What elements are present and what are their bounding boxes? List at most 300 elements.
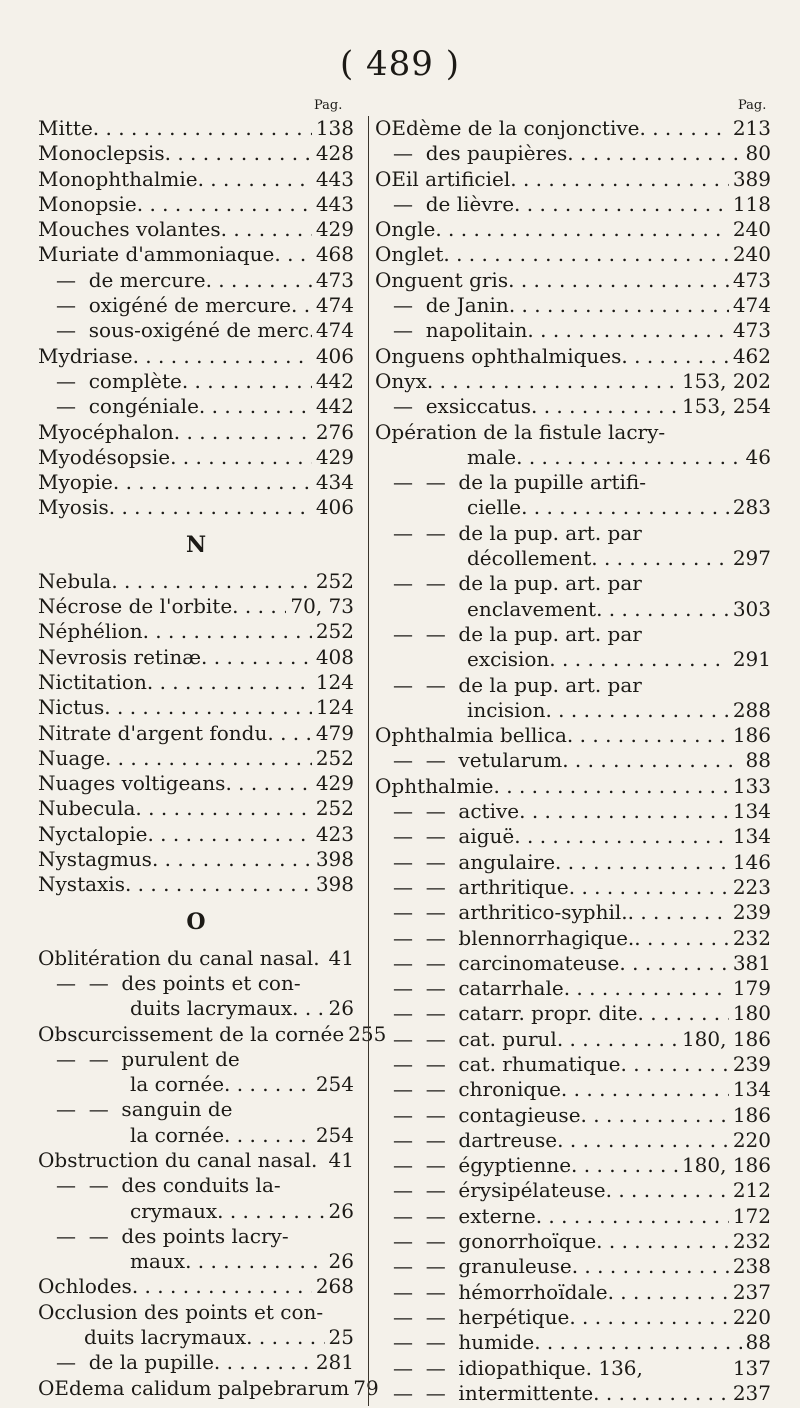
index-column-left: [38, 116, 387, 1401]
leader-dots: [199, 394, 312, 419]
index-entry: [38, 470, 354, 495]
index-column-right: [368, 116, 771, 1406]
entry-term: — — arthritico-syphil.: [393, 900, 628, 925]
entry-page-number: 239: [732, 1051, 771, 1076]
index-entry: [375, 1052, 771, 1077]
index-entry: [375, 369, 771, 394]
index-entry: [38, 1224, 354, 1249]
leader-dots: [567, 723, 729, 748]
entry-page-number: 254: [315, 1072, 354, 1097]
entry-page-number: 26: [328, 1249, 354, 1274]
entry-page-number: 423: [315, 821, 354, 846]
leader-dots: [214, 1350, 312, 1375]
entry-page-number: 146: [732, 849, 771, 874]
leader-dots: [591, 546, 729, 571]
leader-dots: [185, 1249, 324, 1274]
entry-term: — — herpétique: [393, 1304, 570, 1329]
entry-page-number: 406: [315, 495, 354, 520]
entry-page-number: 468: [315, 242, 354, 267]
leader-dots: [224, 1072, 312, 1097]
entry-page-number: 281: [315, 1350, 354, 1375]
index-entry: [38, 796, 354, 821]
index-entry: [375, 217, 771, 242]
leader-dots: [494, 774, 729, 799]
entry-term: Nictus: [38, 695, 105, 720]
index-entry: [38, 1274, 354, 1299]
entry-term: — — granuleuse: [393, 1254, 572, 1279]
index-entry: [375, 597, 771, 622]
leader-dots: [198, 167, 312, 192]
entry-term: Onglet: [375, 242, 444, 267]
leader-dots: [427, 369, 678, 394]
entry-page-number: 124: [315, 695, 354, 720]
entry-term: — — hémorrhoïdale: [393, 1279, 608, 1304]
entry-term: Oblitération du canal nasal: [38, 945, 314, 970]
entry-term: — des paupières: [393, 141, 568, 166]
entry-term: Ophthalmie: [375, 773, 494, 798]
entry-term: — — contagieuse: [393, 1102, 581, 1127]
entry-page-number: 220: [732, 1304, 771, 1329]
entry-page-number: 25: [328, 1325, 354, 1350]
index-entry: [375, 774, 771, 799]
leader-dots: [531, 394, 678, 419]
entry-page-number: 429: [315, 217, 354, 242]
leader-dots: [246, 1325, 324, 1350]
entry-page-number: 88: [745, 748, 771, 773]
entry-page-number: 429: [315, 444, 354, 469]
entry-page-number: 180, 186: [681, 1026, 771, 1051]
index-entry: [375, 1204, 771, 1229]
index-entry: [375, 900, 771, 925]
index-entry: [38, 192, 354, 217]
entry-term: incision: [467, 697, 546, 722]
entry-page-number: 474: [315, 318, 354, 343]
index-entry: [38, 116, 354, 141]
leader-dots: [557, 1128, 729, 1153]
leader-dots: [545, 698, 728, 723]
entry-page-number: 213: [732, 116, 771, 140]
entry-term: duits lacrymaux: [130, 996, 293, 1021]
entry-page-number: 137: [732, 1355, 771, 1380]
leader-dots: [555, 850, 729, 875]
entry-page-number: 252: [315, 619, 354, 644]
index-entry: [38, 141, 354, 166]
entry-term: Nuages voltigeans: [38, 771, 226, 796]
leader-dots: [109, 495, 312, 520]
leader-dots: [519, 799, 729, 824]
entry-term: — — chronique: [393, 1077, 561, 1102]
leader-dots: [521, 495, 729, 520]
entry-page-number: 180, 186: [681, 1153, 771, 1178]
leader-dots: [225, 771, 311, 796]
index-entry: [375, 1178, 771, 1203]
entry-term: — — catarrhale: [393, 976, 564, 1001]
leader-dots: [443, 242, 728, 267]
entry-term: — de la pupille: [56, 1350, 214, 1375]
index-entry: [375, 976, 771, 1001]
leader-dots: [113, 470, 312, 495]
leader-dots: [152, 847, 312, 872]
index-entry: [375, 192, 771, 217]
entry-page-number: 232: [732, 1229, 771, 1254]
entry-page-number: 398: [315, 872, 354, 897]
index-entry: [375, 470, 771, 495]
entry-page-number: 26: [328, 1198, 354, 1223]
leader-dots: [569, 875, 729, 900]
entry-term: Myosis: [38, 495, 109, 520]
entry-term: Nécrose de l'orbite: [38, 594, 233, 619]
leader-dots: [104, 695, 312, 720]
entry-term: Mouches volantes: [38, 217, 221, 242]
index-entry: [38, 695, 354, 720]
index-entry: [375, 420, 771, 445]
entry-term: décollement: [467, 546, 592, 571]
index-entry: [375, 1077, 771, 1102]
entry-term: — napolitain: [393, 318, 528, 343]
index-entry: [38, 369, 354, 394]
entry-term: Myopie: [38, 470, 113, 495]
leader-dots: [232, 594, 286, 619]
entry-term: cielle: [467, 495, 522, 520]
entry-term: Nitrate d'argent fondu: [38, 720, 268, 745]
entry-page-number: 389: [732, 166, 771, 191]
entry-page-number: 80: [745, 141, 771, 166]
entry-term: Ophthalmia bellica: [375, 723, 567, 748]
entry-page-number: 473: [315, 267, 354, 292]
entry-page-number: 428: [315, 141, 354, 166]
leader-dots: [137, 192, 312, 217]
leader-dots: [274, 242, 311, 267]
index-entry: [38, 217, 354, 242]
entry-term: — — humide: [393, 1330, 535, 1355]
index-entry: [375, 1254, 771, 1279]
entry-term: duits lacrymaux: [84, 1325, 247, 1350]
entry-page-number: 291: [732, 647, 771, 672]
entry-page-number: 212: [732, 1178, 771, 1203]
leader-dots: [93, 116, 312, 141]
index-entry: [38, 167, 354, 192]
entry-term: — — cat. purul: [393, 1026, 557, 1051]
entry-term: Monoclepsis: [38, 141, 165, 166]
index-entry: [375, 622, 771, 647]
entry-page-number: 186: [732, 1102, 771, 1127]
entry-term: Mitte: [38, 116, 93, 140]
entry-term: Nystagmus: [38, 847, 152, 872]
index-entry: [38, 268, 354, 293]
entry-term: OEdema calidum palpebrarum: [38, 1375, 350, 1400]
section-letter: N: [185, 531, 207, 558]
entry-page-number: 283: [732, 495, 771, 520]
leader-dots: [620, 1052, 728, 1077]
entry-term: Mydriase: [38, 343, 133, 368]
entry-page-number: 237: [732, 1380, 771, 1405]
entry-term: — — idiopathique. 136,: [393, 1355, 643, 1380]
index-entry: [38, 1249, 354, 1274]
leader-dots: [619, 951, 728, 976]
page-number: ( 489 ): [339, 44, 461, 84]
index-entry: [375, 1153, 771, 1178]
index-entry: [375, 242, 771, 267]
entry-term: Muriate d'ammoniaque: [38, 242, 275, 267]
index-entry: [38, 1199, 354, 1224]
pag-label-right: Pag.: [738, 98, 767, 113]
index-entry: [38, 242, 354, 267]
index-entry: [38, 771, 354, 796]
index-entry: [375, 495, 771, 520]
leader-dots: [508, 268, 729, 293]
leader-dots: [133, 344, 312, 369]
entry-page-number: 408: [315, 644, 354, 669]
index-entry: [375, 850, 771, 875]
index-entry: [375, 1128, 771, 1153]
leader-dots: [639, 116, 728, 141]
leader-dots: [561, 1077, 729, 1102]
leader-dots: [201, 645, 312, 670]
leader-dots: [608, 1280, 729, 1305]
index-entry: [38, 971, 354, 996]
entry-term: — — de la pup. art. par: [393, 571, 642, 596]
entry-term: maux: [130, 1249, 186, 1274]
leader-dots: [569, 1305, 729, 1330]
index-entry: [38, 1375, 379, 1401]
entry-page-number: 474: [732, 293, 771, 318]
entry-term: — — des points lacry-: [56, 1223, 289, 1248]
leader-dots: [534, 1330, 741, 1355]
index-entry: [375, 1229, 771, 1254]
leader-dots: [606, 1178, 729, 1203]
index-entry: [375, 344, 771, 369]
entry-page-number: 406: [315, 343, 354, 368]
leader-dots: [564, 976, 729, 1001]
entry-page-number: 288: [732, 697, 771, 722]
entry-term: — — aiguë: [393, 824, 515, 849]
entry-page-number: 88: [745, 1330, 771, 1355]
index-entry: [38, 1123, 354, 1148]
leader-dots: [527, 318, 728, 343]
entry-term: — — des conduits la-: [56, 1173, 281, 1198]
entry-page-number: 153, 254: [681, 394, 771, 419]
leader-dots: [291, 293, 312, 318]
entry-page-number: 240: [732, 242, 771, 267]
index-entry: [38, 946, 354, 971]
entry-page-number: 134: [732, 799, 771, 824]
entry-page-number: 133: [732, 773, 771, 798]
section-letter: O: [186, 908, 206, 935]
leader-dots: [567, 141, 741, 166]
index-entry: [38, 594, 354, 619]
leader-dots: [224, 1123, 312, 1148]
leader-dots: [143, 619, 312, 644]
entry-page-number: 297: [732, 546, 771, 571]
leader-dots: [206, 268, 312, 293]
entry-term: Myodésopsie: [38, 444, 171, 469]
index-entry: [375, 1356, 771, 1381]
entry-page-number: 180: [732, 1001, 771, 1026]
entry-page-number: 240: [732, 217, 771, 242]
entry-page-number: 254: [315, 1122, 354, 1147]
entry-term: la cornée: [130, 1122, 225, 1147]
index-entry: [375, 141, 771, 166]
index-entry: [375, 926, 771, 951]
entry-term: Monophthalmie: [38, 166, 198, 191]
index-entry: [38, 746, 354, 771]
index-entry: [38, 293, 354, 318]
entry-term: — — de la pup. art. par: [393, 672, 642, 697]
entry-page-number: 443: [315, 166, 354, 191]
entry-term: Obstruction du canal nasal: [38, 1147, 311, 1172]
entry-term: — sous-oxigéné de merc: [56, 318, 309, 343]
leader-dots: [549, 647, 729, 672]
entry-term: excision: [467, 647, 550, 672]
entry-page-number: 134: [732, 1077, 771, 1102]
index-entry: [375, 571, 771, 596]
index-entry: [38, 1300, 354, 1325]
entry-page-number: 462: [732, 343, 771, 368]
leader-dots: [217, 1199, 324, 1224]
entry-term: Opération de la fistule lacry-: [375, 419, 666, 444]
index-entry: [375, 1305, 771, 1330]
index-entry: [375, 1330, 771, 1355]
entry-term: — oxigéné de mercure: [56, 293, 291, 318]
entry-page-number: 232: [732, 925, 771, 950]
entry-term: — de mercure: [56, 267, 206, 292]
index-entry: [375, 1280, 771, 1305]
entry-page-number: 124: [315, 669, 354, 694]
index-entry: [375, 445, 771, 470]
leader-dots: [311, 1148, 325, 1173]
entry-page-number: 479: [315, 720, 354, 745]
index-entry: [38, 996, 354, 1021]
entry-page-number: 138: [315, 116, 354, 140]
leader-dots: [596, 597, 729, 622]
entry-page-number: 442: [315, 368, 354, 393]
entry-page-number: 118: [732, 191, 771, 216]
entry-page-number: 252: [315, 745, 354, 770]
index-entry: [375, 167, 771, 192]
entry-page-number: 179: [732, 976, 771, 1001]
leader-dots: [516, 445, 741, 470]
index-entry: [375, 394, 771, 419]
index-entry: [375, 875, 771, 900]
entry-term: — — catarr. propr. dite: [393, 1001, 638, 1026]
leader-dots: [593, 1381, 729, 1406]
leader-dots: [313, 946, 324, 971]
index-entry: [375, 318, 771, 343]
entry-term: Ongle: [375, 217, 436, 242]
entry-page-number: 238: [732, 1254, 771, 1279]
entry-term: Onguent gris: [375, 267, 509, 292]
index-entry: [375, 1103, 771, 1128]
entry-term: Nevrosis retinæ: [38, 644, 202, 669]
entry-term: — congéniale: [56, 394, 199, 419]
entry-term: Nebula: [38, 568, 112, 593]
entry-page-number: 46: [745, 444, 771, 469]
entry-term: — — sanguin de: [56, 1097, 233, 1122]
entry-term: — — égyptienne: [393, 1153, 572, 1178]
index-entry: [38, 1097, 354, 1122]
leader-dots: [170, 445, 312, 470]
index-entry: [38, 495, 354, 520]
leader-dots: [435, 217, 729, 242]
entry-term: Onguens ophthalmiques: [375, 343, 622, 368]
entry-page-number: 134: [732, 824, 771, 849]
index-entry: [375, 673, 771, 698]
index-entry: [38, 872, 354, 897]
leader-dots: [638, 1001, 729, 1026]
leader-dots: [634, 926, 729, 951]
entry-term: — — blennorrhagique.: [393, 925, 635, 950]
index-entry: [38, 822, 354, 847]
entry-term: — — externe: [393, 1203, 536, 1228]
index-entry: [38, 1072, 354, 1097]
entry-page-number: 220: [732, 1127, 771, 1152]
index-entry: [38, 721, 354, 746]
index-entry: [375, 1381, 771, 1406]
leader-dots: [125, 872, 312, 897]
leader-dots: [536, 1204, 729, 1229]
entry-term: — — active: [393, 799, 520, 824]
index-entry: [375, 1027, 771, 1052]
entry-page-number: 443: [315, 191, 354, 216]
entry-term: OEil artificiel: [375, 166, 511, 191]
entry-term: — — érysipélateuse: [393, 1178, 606, 1203]
index-entry: [375, 116, 771, 141]
entry-page-number: 41: [328, 1147, 354, 1172]
entry-term: — — gonorrhoïque: [393, 1229, 597, 1254]
leader-dots: [147, 670, 312, 695]
entry-term: — — carcinomateuse: [393, 950, 620, 975]
index-entry: [375, 723, 771, 748]
entry-term: — — cat. rhumatique: [393, 1051, 621, 1076]
leader-dots: [621, 344, 728, 369]
leader-dots: [510, 167, 729, 192]
entry-page-number: 172: [732, 1203, 771, 1228]
entry-term: la cornée: [130, 1072, 225, 1097]
entry-page-number: 268: [315, 1274, 354, 1299]
leader-dots: [111, 569, 311, 594]
entry-page-number: 252: [315, 568, 354, 593]
entry-term: Nystaxis: [38, 872, 125, 897]
index-entry: [38, 1173, 354, 1198]
entry-page-number: 237: [732, 1279, 771, 1304]
leader-dots: [221, 217, 312, 242]
index-entry: [38, 420, 354, 445]
entry-page-number: 41: [328, 945, 354, 970]
entry-term: — — dartreuse: [393, 1127, 558, 1152]
index-entry: [38, 1021, 387, 1047]
index-entry: [38, 445, 354, 470]
entry-page-number: 473: [732, 267, 771, 292]
entry-page-number: 255: [348, 1021, 387, 1046]
entry-term: Onyx: [375, 368, 427, 393]
index-entry: [375, 1001, 771, 1026]
leader-dots: [105, 746, 312, 771]
index-entry: [38, 847, 354, 872]
index-entry: [375, 546, 771, 571]
entry-term: — complète: [56, 368, 182, 393]
leader-dots: [557, 1027, 678, 1052]
entry-page-number: 223: [732, 874, 771, 899]
entry-page-number: 70, 73: [290, 594, 354, 619]
index-entry: [375, 799, 771, 824]
index-entry: [38, 645, 354, 670]
entry-term: — de lièvre: [393, 191, 515, 216]
entry-term: Nuage: [38, 745, 105, 770]
entry-term: Nictitation: [38, 669, 147, 694]
entry-term: Néphélion: [38, 619, 143, 644]
entry-term: — — des points et con-: [56, 970, 301, 995]
index-entry: [375, 698, 771, 723]
